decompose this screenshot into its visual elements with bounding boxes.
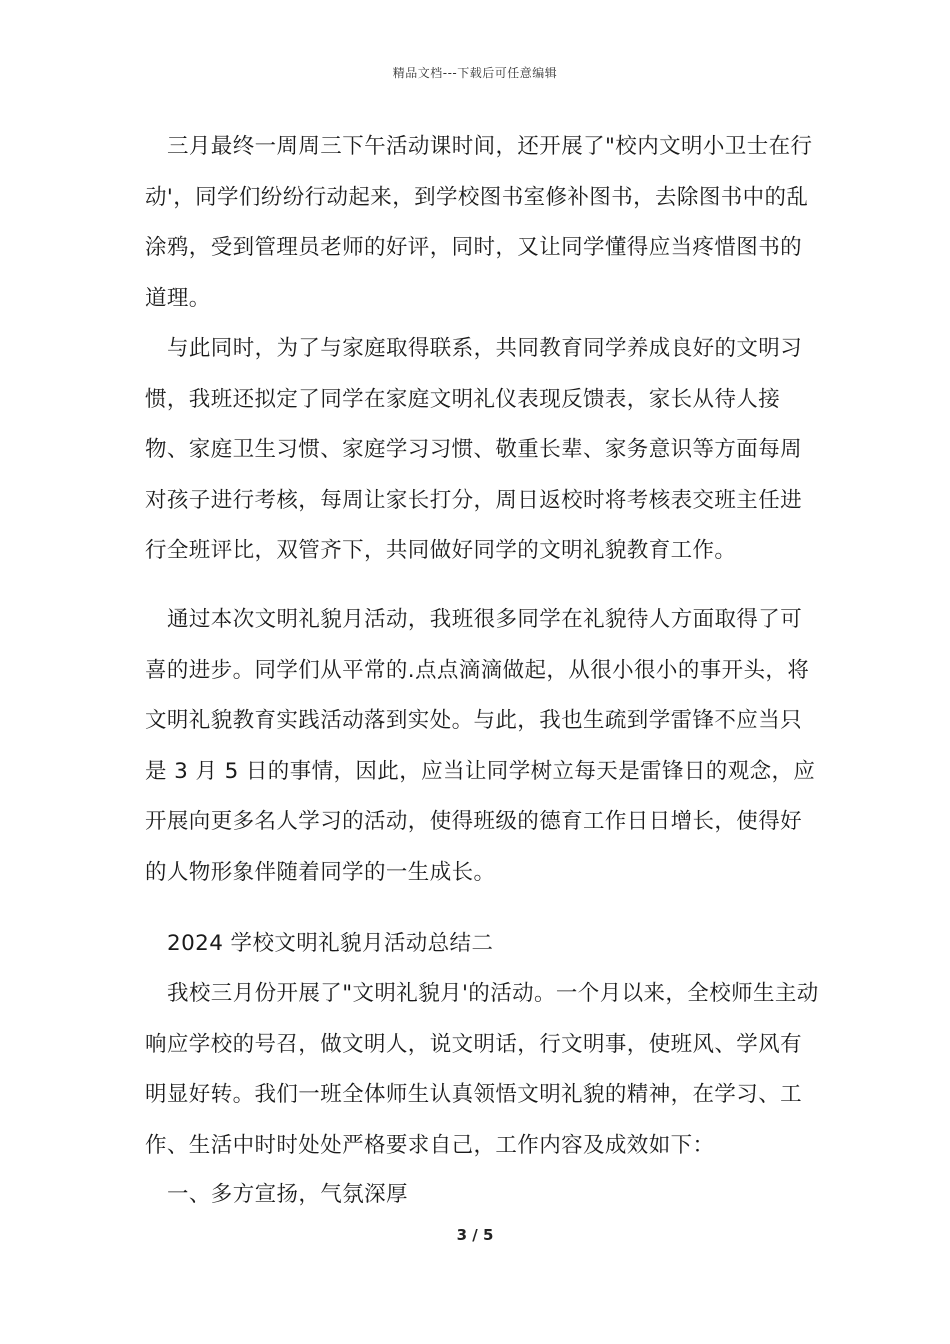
- subsection-heading-text: 一、多方宣扬，气氛深厚: [167, 1182, 408, 1207]
- body-paragraph-4: [145, 969, 820, 1171]
- paragraph-text: 通过本次文明礼貌月活动，我班很多同学在礼貌待人方面取得了可喜的进步。同学们从平常的.点点滴滴做起，从很小很小的事开头，将文明礼貌教育实践活动落到实处。与此，我也生疏到学雷锋不应当只是 3 月 5 日的事情，因此，应当让同学树立每天是雷锋日的观念，应开展向更多名人学习的活动，使得班级的德育工作日日增长，使得好的人物形象伴随着同学的一生成长。: [145, 607, 816, 885]
- body-paragraph-1: [145, 122, 820, 324]
- page-number: 3 / 5: [456, 1226, 494, 1244]
- subsection-heading: [145, 1170, 820, 1221]
- paragraph-text: 与此同时，为了与家庭取得联系，共同教育同学养成良好的文明习惯，我班还拟定了同学在家庭文明礼仪表现反馈表，家长从待人接物、家庭卫生习惯、家庭学习习惯、敬重长辈、家务意识等方面每周对孩子进行考核，每周让家长打分，周日返校时将考核表交班主任进行全班评比，双管齐下，共同做好同学的文明礼貌教育工作。: [145, 336, 803, 563]
- paragraph-text: 三月最终一周周三下午活动课时间，还开展了"校内文明小卫士在行动'，同学们纷纷行动起来，到学校图书室修补图书，去除图书中的乱涂鸦，受到管理员老师的好评，同时，又让同学懂得应当疼惜图书的道理。: [145, 134, 813, 311]
- section-title-text: 2024 学校文明礼貌月活动总结二: [167, 931, 494, 956]
- page-header: 精品文档---下载后可任意编辑: [392, 66, 558, 80]
- paragraph-text: 我校三月份开展了"文明礼貌月'的活动。一个月以来，全校师生主动响应学校的号召，做文明人，说文明话，行文明事，使班风、学风有明显好转。我们一班全体师生认真领悟文明礼貌的精神，在学习、工作、生活中时时处处严格要求自己，工作内容及成效如下：: [145, 981, 819, 1158]
- body-paragraph-2: [145, 324, 820, 577]
- section-title: [145, 919, 820, 970]
- body-paragraph-3: [145, 595, 820, 898]
